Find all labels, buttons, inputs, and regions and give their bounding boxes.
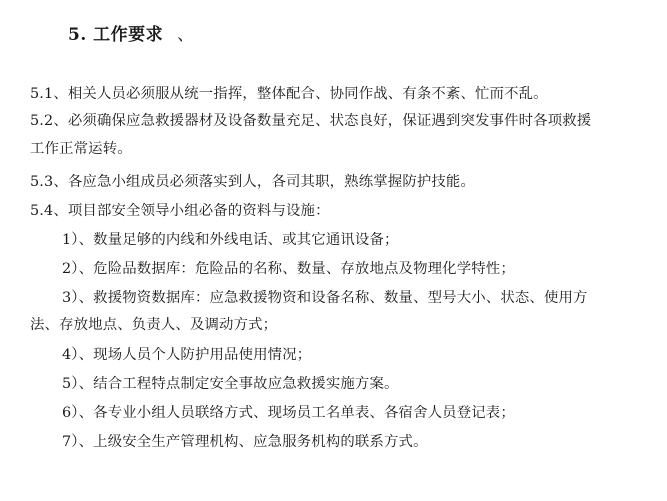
list-item-6: 6）、各专业小组人员联络方式、现场员工名单表、各宿舍人员登记表； — [62, 405, 515, 421]
text-line-5-2: 5.2、必须确保应急救援器材及设备数量充足、状态良好，保证遇到突发事件时各项救援 — [30, 113, 592, 129]
text-line-5-1: 5.1、相关人员必须服从统一指挥，整体配合、协同作战、有条不紊、忙而不乱。 — [30, 86, 548, 102]
list-item-3-cont: 法、存放地点、负责人、及调动方式； — [30, 317, 278, 333]
section-heading — [68, 20, 195, 45]
list-item-4: 4）、现场人员个人防护用品使用情况； — [62, 347, 312, 363]
heading-mark: 、 — [177, 25, 195, 45]
list-item-1: 1）、数量足够的内线和外线电话、或其它通讯设备； — [62, 232, 399, 248]
list-item-5: 5）、结合工程特点制定安全事故应急救援实施方案。 — [62, 376, 399, 392]
text-line-5-2-cont: 工作正常运转。 — [30, 141, 132, 157]
section-title: 5. 工作要求 — [68, 25, 164, 45]
list-item-3: 3）、救援物资数据库：应急救援物资和设备名称、数量、型号大小、状态、使用方 — [62, 290, 588, 306]
text-line-5-3: 5.3、各应急小组成员必须落实到人，各司其职，熟练掌握防护技能。 — [30, 174, 476, 190]
text-line-5-4: 5.4、项目部安全领导小组必备的资料与设施： — [30, 203, 330, 219]
list-item-7: 7）、上级安全生产管理机构、应急服务机构的联系方式。 — [62, 434, 428, 450]
list-item-2: 2）、危险品数据库：危险品的名称、数量、存放地点及物理化学特性； — [62, 261, 515, 277]
